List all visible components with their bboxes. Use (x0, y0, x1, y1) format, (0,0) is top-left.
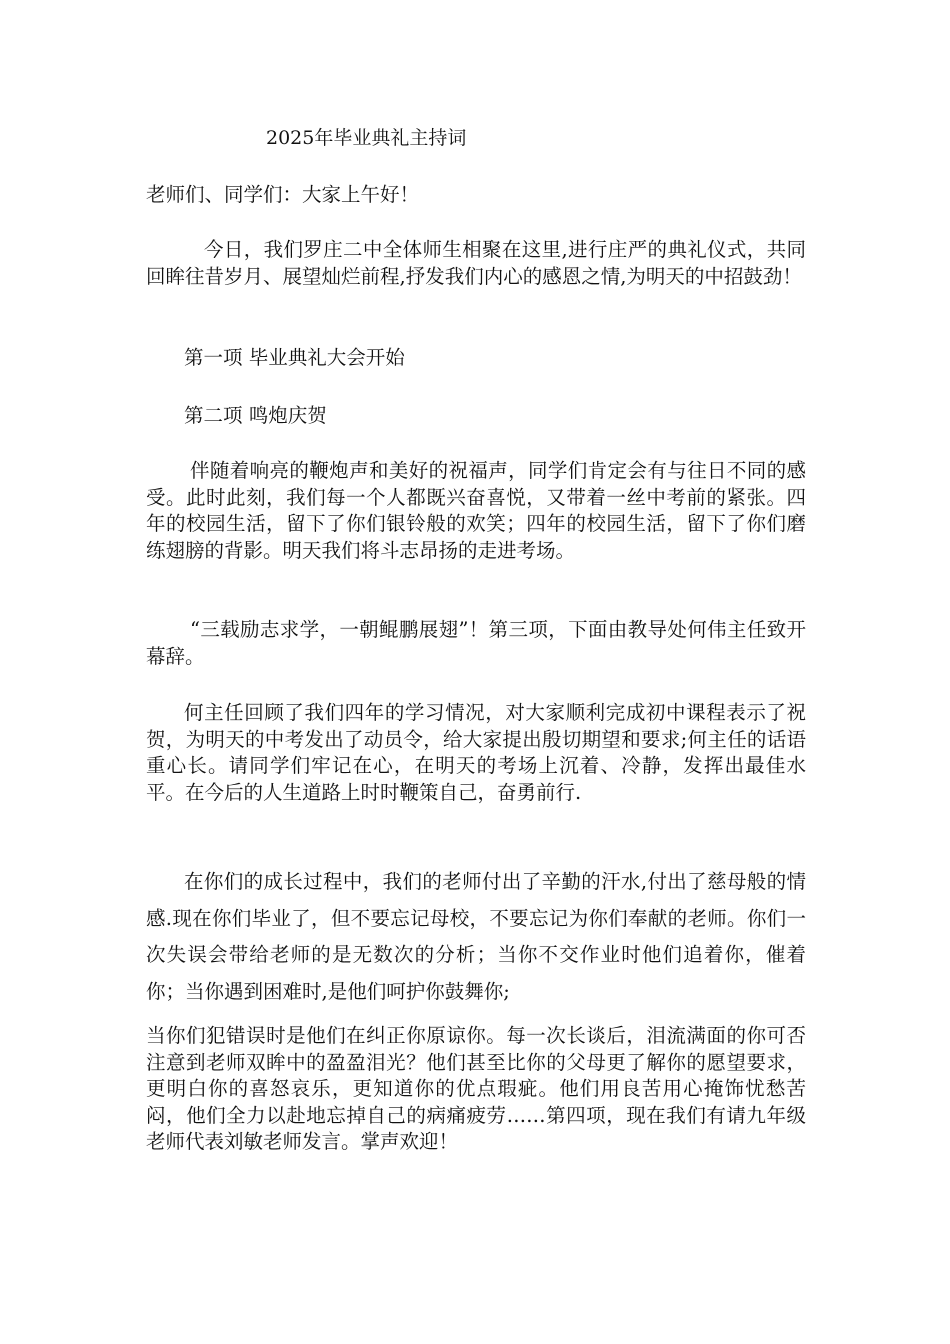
paragraph-director-speech: 何主任回顾了我们四年的学习情况，对大家顺利完成初中课程表示了祝贺，为明天的中考发出了动员令，给大家提出殷切期望和要求;何主任的话语重心长。请同学们牢记在心，在明天的考场上沉着、冷静，发挥出最佳水平。在今后的人生道路上时时鞭策自己，奋勇前行. (146, 701, 806, 804)
paragraph-firecrackers: 伴随着响亮的鞭炮声和美好的祝福声，同学们肯定会有与往日不同的感受。此时此刻，我们每一个人都既兴奋喜悦，又带着一丝中考前的紧张。四年的校园生活，留下了你们银铃般的欢笑；四年的校园生活，留下了你们磨练翅膀的背影。明天我们将斗志昂扬的走进考场。 (146, 459, 806, 562)
paragraph-opening: 今日，我们罗庄二中全体师生相聚在这里,进行庄严的典礼仪式，共同回眸往昔岁月、展望灿烂前程,抒发我们内心的感恩之情,为明天的中招鼓劲！ (146, 238, 806, 288)
paragraph-third-item: “三载励志求学，一朝鲲鹏展翅”！第三项，下面由教导处何伟主任致开幕辞。 (146, 618, 806, 668)
document-title: 2025年毕业典礼主持词 (266, 127, 467, 149)
agenda-item-2: 第二项 鸣炮庆贺 (184, 404, 327, 427)
greeting: 老师们、同学们：大家上午好！ (146, 183, 420, 206)
paragraph-teacher-speech: 当你们犯错误时是他们在纠正你原谅你。每一次长谈后，泪流满面的你可否注意到老师双眸中的盈盈泪光？他们甚至比你的父母更了解你的愿望要求，更明白你的喜怒哀乐，更知道你的优点瑕疵。他们用良苦用心掩饰忧愁苦闷，他们全力以赴地忘掉自己的病痛疲劳……第四项，现在我们有请九年级老师代表刘敏老师发言。掌声欢迎！ (146, 1024, 806, 1153)
agenda-item-1: 第一项 毕业典礼大会开始 (184, 346, 405, 369)
paragraph-teachers-effort: 在你们的成长过程中，我们的老师付出了辛勤的汗水,付出了慈母般的情感.现在你们毕业了，但不要忘记母校，不要忘记为你们奉献的老师。你们一次失误会带给老师的是无数次的分析；当你不交作业时他们追着你，催着你；当你遇到困难时,是他们呵护你鼓舞你; (146, 870, 806, 1003)
